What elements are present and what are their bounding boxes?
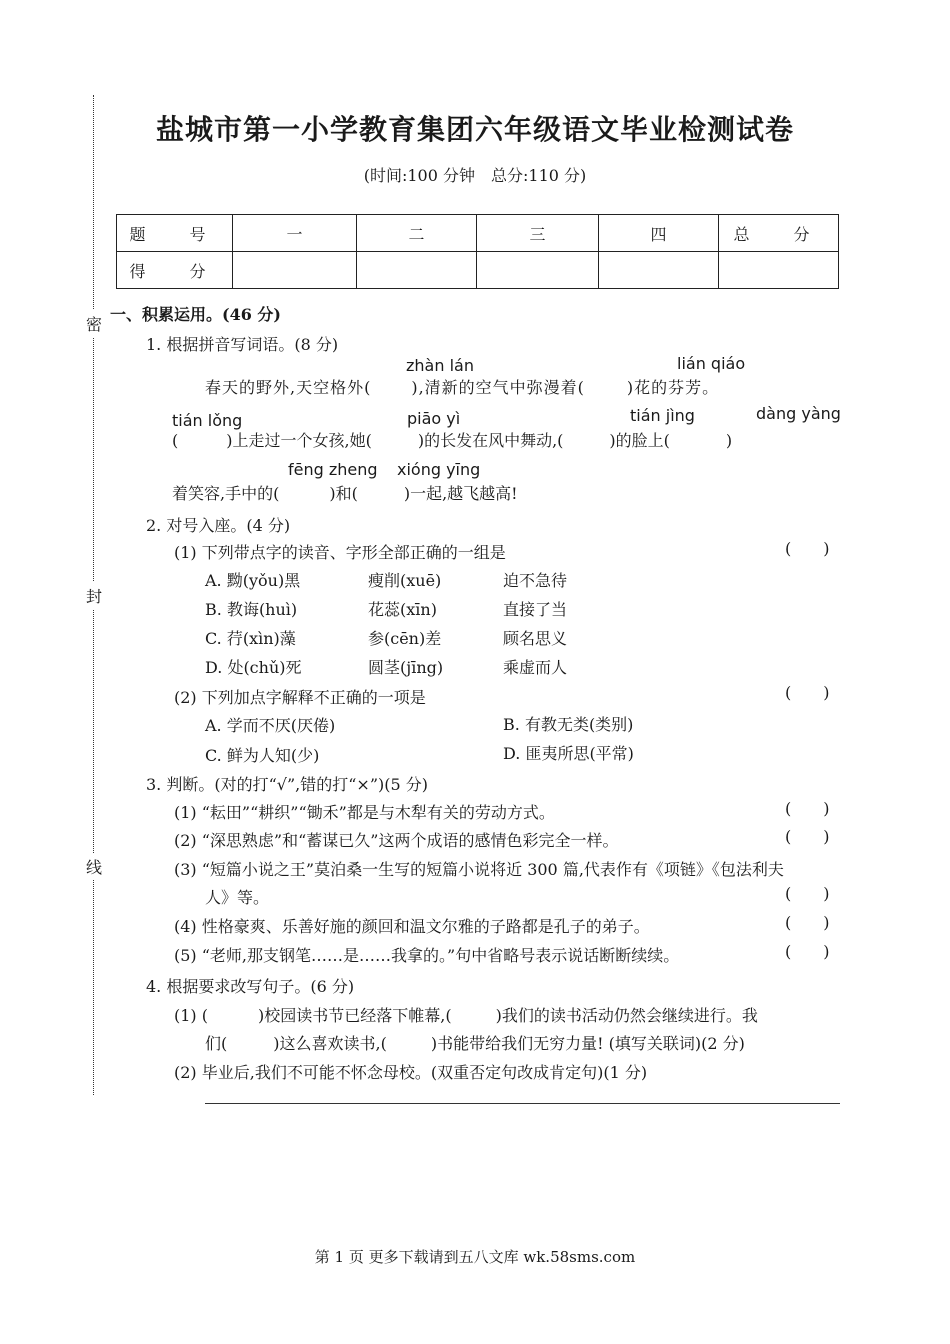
option-d-word3: 乘虚而人 xyxy=(503,658,568,677)
option-d: D. 匪夷所思(平常) xyxy=(503,744,634,763)
option-c-word3: 顾名思义 xyxy=(503,629,568,648)
option-d-word2: 圆茎(jīng) xyxy=(368,658,444,677)
option-d: D. 处(chǔ)死 xyxy=(205,658,302,677)
judge-item: (2) “深思熟虑”和“蓄谋已久”这两个成语的感情色彩完全一样。 xyxy=(174,831,619,850)
q1-line-3: 着笑容,手中的( )和( )一起,越飞越高! xyxy=(172,484,518,503)
score-header-cell: 一 xyxy=(233,215,357,252)
pinyin: dàng yàng xyxy=(756,404,841,423)
question-3-label: 3. 判断。(对的打“√”,错的打“×”)(5 分) xyxy=(146,775,428,794)
binding-label-feng: 封 xyxy=(86,582,102,609)
judge-item: (1) “耘田”“耕织”“锄禾”都是与木犁有关的劳动方式。 xyxy=(174,803,555,822)
score-input-cell[interactable] xyxy=(357,252,477,289)
answer-paren[interactable]: ( ) xyxy=(785,683,830,702)
option-c-word2: 参(cēn)差 xyxy=(368,629,442,648)
page-footer: 第 1 页 更多下载请到五八文库 wk.58sms.com xyxy=(314,1248,636,1266)
option-b-word2: 花蕊(xīn) xyxy=(368,600,437,619)
exam-meta: (时间:100 分钟 总分:110 分) xyxy=(363,166,587,185)
score-input-cell[interactable] xyxy=(599,252,719,289)
option-b: B. 有教无类(类别) xyxy=(503,715,634,734)
score-input-cell[interactable] xyxy=(233,252,357,289)
page-title: 盐城市第一小学教育集团六年级语文毕业检测试卷 xyxy=(155,113,794,146)
q2-sub-1: (1) 下列带点字的读音、字形全部正确的一组是 xyxy=(174,543,506,562)
judge-item: (4) 性格豪爽、乐善好施的颜回和温文尔雅的子路都是孔子的弟子。 xyxy=(174,917,650,936)
score-table xyxy=(116,214,839,289)
question-1-label: 1. 根据拼音写词语。(8 分) xyxy=(146,335,339,354)
option-b-word3: 直接了当 xyxy=(503,600,568,619)
option-c: C. 鲜为人知(少) xyxy=(205,746,320,765)
score-input-cell[interactable] xyxy=(477,252,599,289)
option-c: C. 荇(xìn)藻 xyxy=(205,629,296,648)
judge-item-cont: 人》等。 xyxy=(205,888,270,907)
answer-paren[interactable]: ( ) xyxy=(785,942,830,961)
pinyin: xióng yīng xyxy=(397,460,481,479)
pinyin: tián lǒng xyxy=(172,411,243,430)
score-header-cell: 总 分 xyxy=(719,215,839,252)
section-heading: 一、积累运用。(46 分) xyxy=(110,305,281,324)
score-header-cell: 题 号 xyxy=(117,215,233,252)
pinyin: piāo yì xyxy=(407,409,461,428)
pinyin: lián qiáo xyxy=(677,354,746,373)
q1-line-1: 春天的野外,天空格外( ),清新的空气中弥漫着( )花的芬芳。 xyxy=(205,378,720,397)
judge-item: (5) “老师,那支钢笔……是……我拿的。”句中省略号表示说话断断续续。 xyxy=(174,946,680,965)
answer-paren[interactable]: ( ) xyxy=(785,799,830,818)
answer-paren[interactable]: ( ) xyxy=(785,884,830,903)
score-input-cell[interactable] xyxy=(719,252,839,289)
judge-item: (3) “短篇小说之王”莫泊桑一生写的短篇小说将近 300 篇,代表作有《项链》《包法利夫 xyxy=(174,860,784,879)
option-b: B. 教诲(huì) xyxy=(205,600,298,619)
answer-line[interactable] xyxy=(205,1103,840,1104)
question-4-label: 4. 根据要求改写句子。(6 分) xyxy=(146,977,355,996)
option-a-word3: 迫不急待 xyxy=(503,571,568,590)
binding-label-mi: 密 xyxy=(86,310,102,337)
pinyin: zhàn lán xyxy=(406,356,474,375)
score-row-label: 得 分 xyxy=(117,252,233,289)
pinyin: tián jìng xyxy=(630,406,695,425)
pinyin: fēng zheng xyxy=(288,460,378,479)
answer-paren[interactable]: ( ) xyxy=(785,539,830,558)
option-a: A. 黝(yǒu)黑 xyxy=(205,571,301,590)
q1-line-2: ( )上走过一个女孩,她( )的长发在风中舞动,( )的脸上( ) xyxy=(172,431,733,450)
score-header-cell: 二 xyxy=(357,215,477,252)
binding-label-xian: 线 xyxy=(86,853,102,880)
q4-line-3: (2) 毕业后,我们不可能不怀念母校。(双重否定句改成肯定句)(1 分) xyxy=(174,1063,648,1082)
q2-sub-2: (2) 下列加点字解释不正确的一项是 xyxy=(174,688,426,707)
option-a: A. 学而不厌(厌倦) xyxy=(205,716,336,735)
option-a-word2: 瘦削(xuē) xyxy=(368,571,442,590)
question-2-label: 2. 对号入座。(4 分) xyxy=(146,516,291,535)
q4-line-1: (1) ( )校园读书节已经落下帷幕,( )我们的读书活动仍然会继续进行。我 xyxy=(174,1006,758,1025)
q4-line-2: 们( )这么喜欢读书,( )书能带给我们无穷力量! (填写关联词)(2 分) xyxy=(205,1034,745,1053)
score-header-cell: 四 xyxy=(599,215,719,252)
answer-paren[interactable]: ( ) xyxy=(785,827,830,846)
score-header-cell: 三 xyxy=(477,215,599,252)
answer-paren[interactable]: ( ) xyxy=(785,913,830,932)
